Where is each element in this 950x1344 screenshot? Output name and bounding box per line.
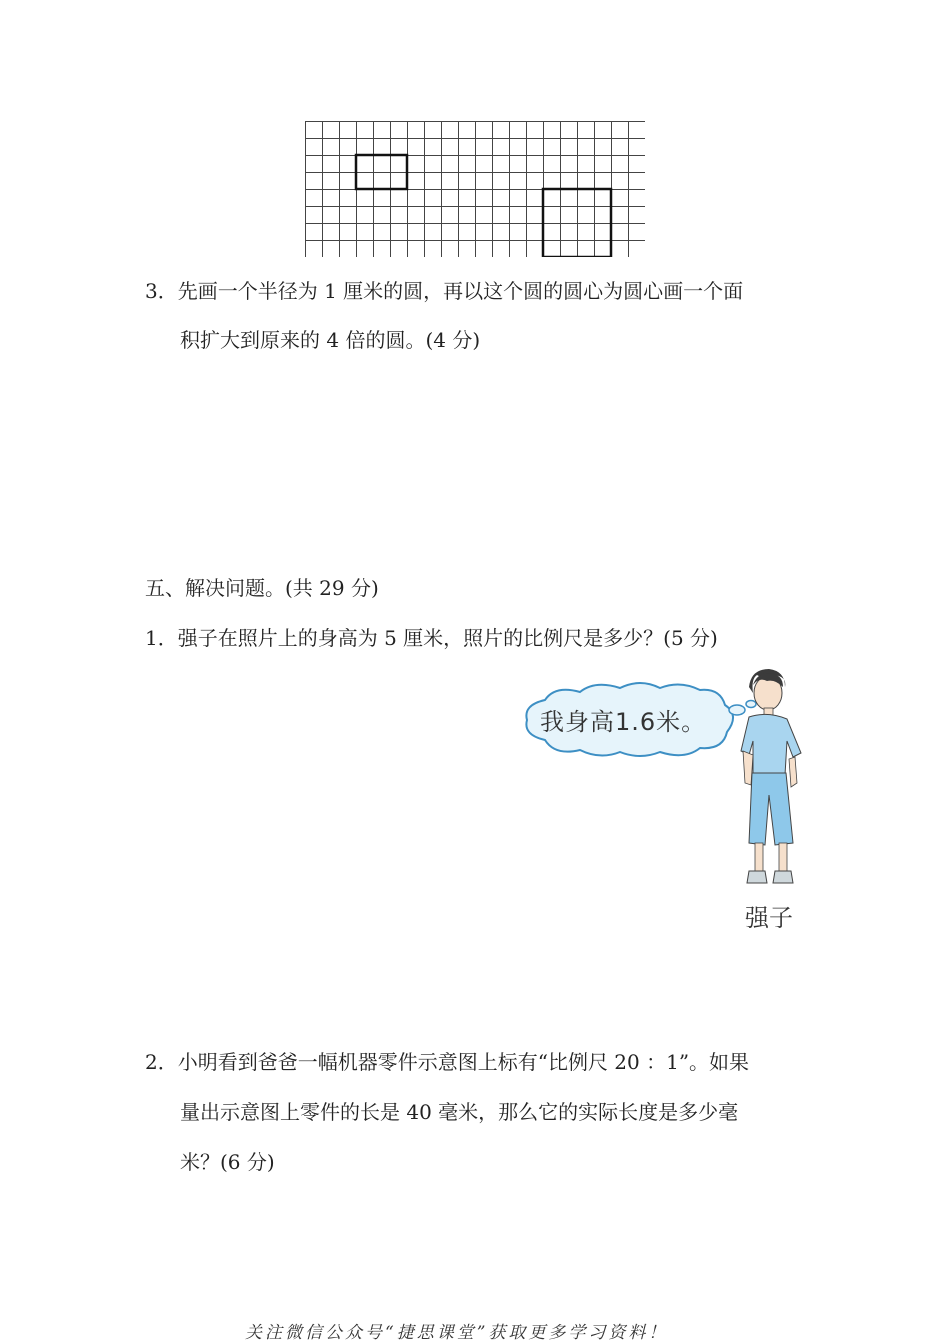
footer-note: 关注微信公众号“捷思课堂”获取更多学习资料！ [245,1323,669,1343]
grid-svg [305,121,645,257]
question-3-line-1: 3．先画一个半径为 1 厘米的圆，再以这个圆的圆心为圆心画一个面 [145,279,744,303]
thought-bubble-text: 我身高1.6米。 [540,708,707,736]
section-5-title: 五、解决问题。(共 29 分) [145,576,379,600]
character-name: 强子 [745,904,793,932]
problem-2-line-1: 2．小明看到爸爸一幅机器零件示意图上标有“比例尺 20 ：1”。如果 [145,1050,750,1074]
question-3-line-2: 积扩大到原来的 4 倍的圆。(4 分) [180,328,481,352]
boy-illustration [735,665,810,895]
grid-figure [305,121,645,257]
problem-1-line-1: 1．强子在照片上的身高为 5 厘米，照片的比例尺是多少？(5 分) [145,626,718,650]
problem-2-line-2: 量出示意图上零件的长是 40 毫米，那么它的实际长度是多少毫 [180,1100,739,1124]
boy-figure [735,665,810,895]
problem-2-line-3: 米？(6 分) [180,1150,275,1174]
